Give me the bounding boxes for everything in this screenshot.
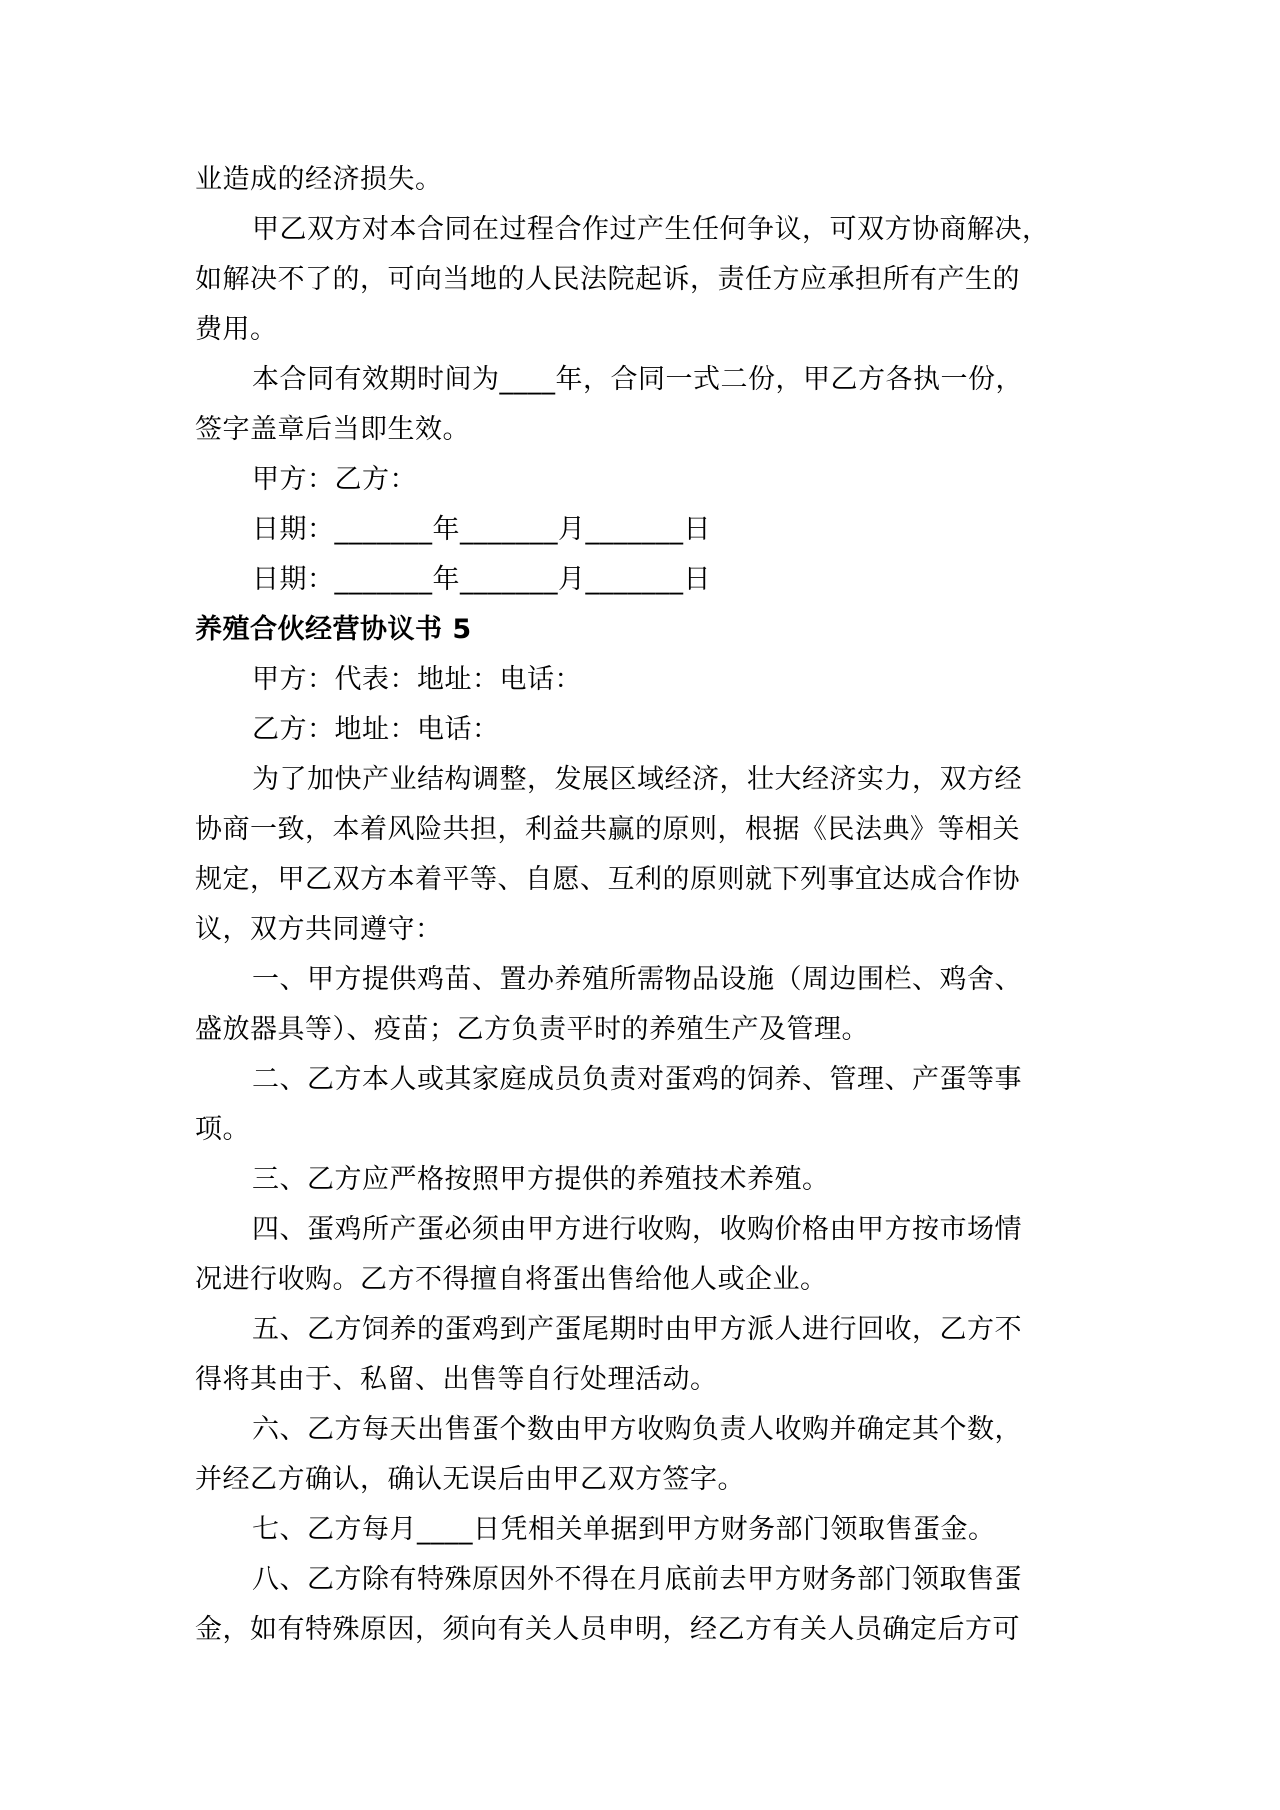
text-line: 甲方：代表：地址：电话：	[252, 664, 582, 695]
document-page	[195, 155, 1105, 1655]
text-line: 五、乙方饲养的蛋鸡到产蛋尾期时由甲方派人进行回收，乙方不	[252, 1314, 1022, 1345]
text-line: 二、乙方本人或其家庭成员负责对蛋鸡的饲养、管理、产蛋等事	[252, 1064, 1022, 1095]
text-line: 议，双方共同遵守：	[195, 914, 443, 945]
text-line: 甲方：乙方：	[252, 464, 417, 495]
text-line: 费用。	[195, 314, 278, 345]
text-line: 日期：_______年_______月_______日	[252, 564, 711, 595]
text-line: 金，如有特殊原因，须向有关人员申明，经乙方有关人员确定后方可	[195, 1614, 1020, 1645]
text-line: 八、乙方除有特殊原因外不得在月底前去甲方财务部门领取售蛋	[252, 1564, 1022, 1595]
text-line: 协商一致，本着风险共担，利益共赢的原则，根据《民法典》等相关	[195, 814, 1020, 845]
text-line: 本合同有效期时间为____年，合同一式二份，甲乙方各执一份，	[252, 364, 1023, 395]
text-line: 甲乙双方对本合同在过程合作过产生任何争议，可双方协商解决，	[252, 214, 1050, 245]
section-heading: 养殖合伙经营协议书 5	[195, 614, 472, 645]
text-line: 签字盖章后当即生效。	[195, 414, 470, 445]
text-line: 日期：_______年_______月_______日	[252, 514, 711, 545]
text-line: 盛放器具等）、疫苗；乙方负责平时的养殖生产及管理。	[195, 1014, 869, 1045]
text-line: 乙方：地址：电话：	[252, 714, 500, 745]
text-line: 况进行收购。乙方不得擅自将蛋出售给他人或企业。	[195, 1264, 828, 1295]
text-line: 得将其由于、私留、出售等自行处理活动。	[195, 1364, 718, 1395]
text-line: 如解决不了的，可向当地的人民法院起诉，责任方应承担所有产生的	[195, 264, 1020, 295]
text-line: 六、乙方每天出售蛋个数由甲方收购负责人收购并确定其个数，	[252, 1414, 1022, 1445]
text-line: 业造成的经济损失。	[195, 164, 443, 195]
text-line: 项。	[195, 1114, 250, 1145]
text-line: 为了加快产业结构调整，发展区域经济，壮大经济实力，双方经	[252, 764, 1022, 795]
text-line: 并经乙方确认，确认无误后由甲乙双方签字。	[195, 1464, 745, 1495]
text-line: 四、蛋鸡所产蛋必须由甲方进行收购，收购价格由甲方按市场情	[252, 1214, 1022, 1245]
text-line: 规定，甲乙双方本着平等、自愿、互利的原则就下列事宜达成合作协	[195, 864, 1020, 895]
text-line: 一、甲方提供鸡苗、置办养殖所需物品设施（周边围栏、鸡舍、	[252, 964, 1022, 995]
text-line: 七、乙方每月____日凭相关单据到甲方财务部门领取售蛋金。	[252, 1514, 996, 1545]
text-line: 三、乙方应严格按照甲方提供的养殖技术养殖。	[252, 1164, 830, 1195]
